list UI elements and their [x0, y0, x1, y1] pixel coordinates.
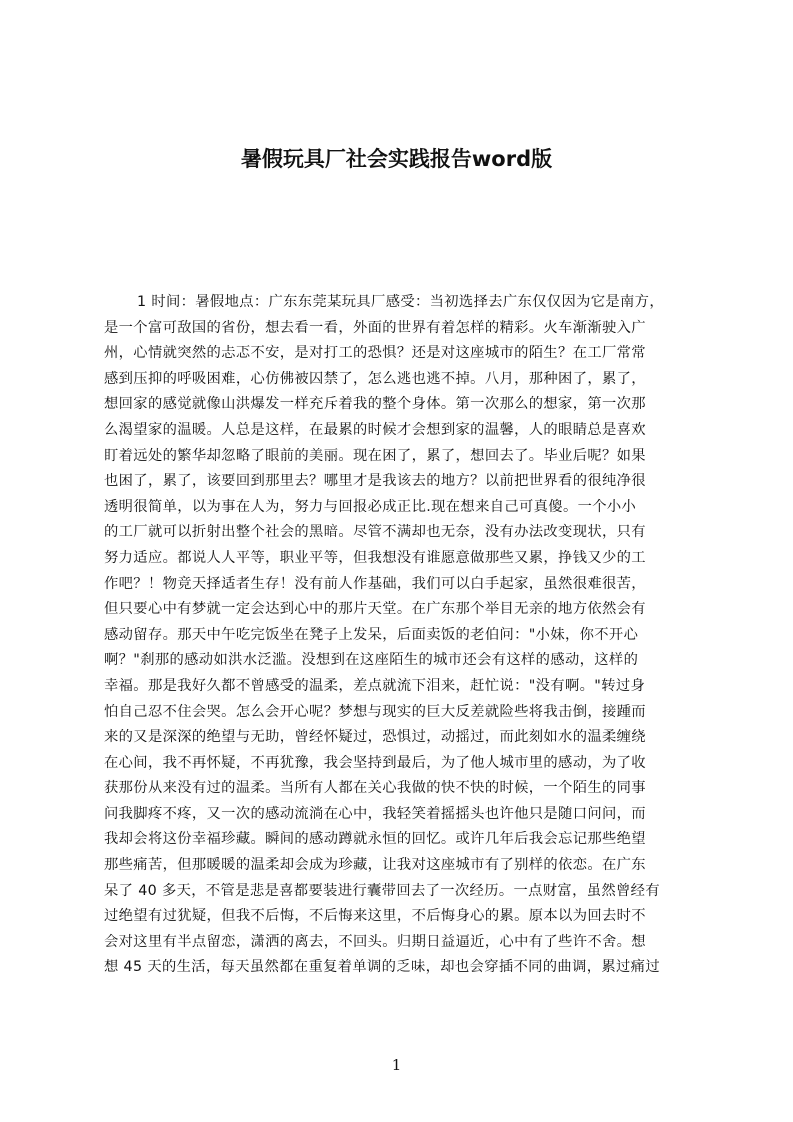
text-line: 问我脚疼不疼，又一次的感动流淌在心中，我轻笑着摇摇头也许他只是随口问问，而 — [104, 805, 646, 822]
text-line: 怕自己忍不住会哭。怎么会开心呢？梦想与现实的巨大反差就险些将我击倒，接踵而 — [104, 703, 646, 720]
text-line: 我却会将这份幸福珍藏。瞬间的感动蹲就永恒的回忆。或许几年后我会忘记那些绝望 — [104, 831, 646, 848]
text-line: 也困了，累了，该要回到那里去？哪里才是我该去的地方？以前把世界看的很纯净很 — [104, 473, 646, 490]
document-title: 暑假玩具厂社会实践报告word版 — [240, 147, 553, 171]
text-line: 会对这里有半点留恋，潇洒的离去，不回头。归期日益逼近，心中有了些许不舍。想 — [104, 933, 646, 950]
text-line: 州，心情就突然的忐忑不安，是对打工的恐惧？还是对这座城市的陌生？在工厂常常 — [104, 345, 646, 362]
text-line: 呆了 40 多天，不管是悲是喜都要装进行囊带回去了一次经历。一点财富，虽然曾经有 — [104, 882, 660, 899]
text-line: 作吧？！物竞天择适者生存！没有前人作基础，我们可以白手起家，虽然很难很苦， — [104, 575, 646, 592]
text-line: 来的又是深深的绝望与无助，曾经怀疑过，恐惧过，动摇过，而此刻如水的温柔缠绕 — [104, 729, 646, 746]
text-line: 感到压抑的呼吸困难，心仿佛被囚禁了，怎么逃也逃不掉。八月，那种困了，累了， — [104, 370, 646, 387]
text-line: 啊？"刹那的感动如洪水泛滥。没想到在这座陌生的城市还会有这样的感动，这样的 — [104, 652, 639, 669]
text-line: 努力适应。都说人人平等，职业平等，但我想没有谁愿意做那些又累，挣钱又少的工 — [104, 549, 646, 566]
text-line: 感动留存。那天中午吃完饭坐在凳子上发呆，后面卖饭的老伯问："小妹，你不开心 — [104, 626, 639, 643]
page-number: 1 — [391, 1056, 402, 1074]
text-line: 的工厂就可以折射出整个社会的黑暗。尽管不满却也无奈，没有办法改变现状，只有 — [104, 524, 646, 541]
text-line: 但只要心中有梦就一定会达到心中的那片天堂。在广东那个举目无亲的地方依然会有 — [104, 601, 646, 618]
text-line: 透明很简单，以为事在人为，努力与回报必成正比.现在想来自己可真傻。一个小小 — [104, 498, 637, 515]
text-line: 想 45 天的生活，每天虽然都在重复着单调的乏味，却也会穿插不同的曲调，累过痛过 — [104, 959, 660, 976]
text-line: 获那份从来没有过的温柔。当所有人都在关心我做的快不快的时候，一个陌生的同事 — [104, 780, 646, 797]
body-paragraph — [104, 290, 696, 1020]
text-line: 想回家的感觉就像山洪爆发一样充斥着我的整个身体。第一次那么的想家，第一次那 — [104, 396, 646, 413]
text-line: 在心间，我不再怀疑，不再犹豫，我会坚持到最后，为了他人城市里的感动，为了收 — [104, 754, 646, 771]
text-line: 那些痛苦，但那暖暖的温柔却会成为珍藏，让我对这座城市有了别样的依恋。在广东 — [104, 857, 646, 874]
text-line: 是一个富可敌国的省份，想去看一看，外面的世界有着怎样的精彩。火车渐渐驶入广 — [104, 319, 646, 336]
text-line: 过绝望有过犹疑，但我不后悔，不后悔来这里，不后悔身心的累。原本以为回去时不 — [104, 908, 646, 925]
text-line: 么渴望家的温暖。人总是这样，在最累的时候才会想到家的温馨，人的眼睛总是喜欢 — [104, 421, 646, 438]
text-line: 幸福。那是我好久都不曾感受的温柔，差点就流下泪来，赶忙说："没有啊。"转过身 — [104, 677, 646, 694]
text-line: 盯着远处的繁华却忽略了眼前的美丽。现在困了，累了，想回去了。毕业后呢？如果 — [104, 447, 646, 464]
text-line: 1 时间：暑假地点：广东东莞某玩具厂感受：当初选择去广东仅仅因为它是南方， — [137, 294, 664, 310]
